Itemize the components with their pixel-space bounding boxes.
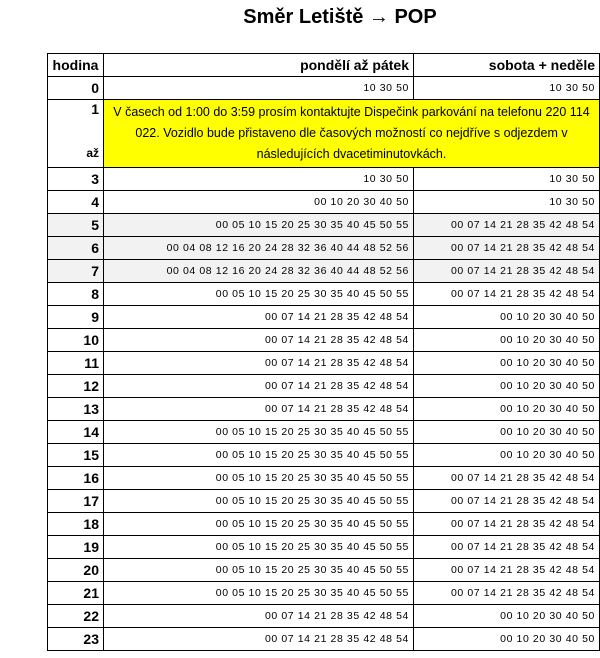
table-row xyxy=(48,329,600,352)
weekday-times: 00 07 14 21 28 35 42 48 54 xyxy=(104,375,414,398)
notice-row xyxy=(48,100,600,168)
table-row xyxy=(48,605,600,628)
table-row xyxy=(48,306,600,329)
table-row xyxy=(48,237,600,260)
notice-from-hour: 1 xyxy=(91,101,99,117)
table-row xyxy=(48,77,600,100)
weekend-times: 00 07 14 21 28 35 42 48 54 xyxy=(414,490,600,513)
table-row xyxy=(48,398,600,421)
table-row xyxy=(48,352,600,375)
hour-cell: 17 xyxy=(48,490,104,513)
weekend-times: 00 10 20 30 40 50 xyxy=(414,398,600,421)
table-row xyxy=(48,191,600,214)
weekend-times: 00 07 14 21 28 35 42 48 54 xyxy=(414,513,600,536)
weekday-times: 00 05 10 15 20 25 30 35 40 45 50 55 xyxy=(104,421,414,444)
notice-message: V časech od 1:00 do 3:59 prosím kontaktujte Dispečink parkování na telefonu 220 114 022. Vozidlo bude přistaveno dle časových možností co nejdříve s odjezdem v následujících dvacetiminutovkách. xyxy=(104,100,600,168)
weekend-times: 00 10 20 30 40 50 xyxy=(414,421,600,444)
weekday-times: 00 07 14 21 28 35 42 48 54 xyxy=(104,329,414,352)
weekend-times: 10 30 50 xyxy=(414,77,600,100)
header-weekend: sobota + neděle xyxy=(414,54,600,77)
weekend-times: 00 10 20 30 40 50 xyxy=(414,375,600,398)
weekend-times: 10 30 50 xyxy=(414,191,600,214)
table-row xyxy=(48,559,600,582)
header-hour: hodina xyxy=(48,54,104,77)
hour-cell: 19 xyxy=(48,536,104,559)
weekday-times: 00 05 10 15 20 25 30 35 40 45 50 55 xyxy=(104,536,414,559)
table-row xyxy=(48,168,600,191)
weekend-times: 00 07 14 21 28 35 42 48 54 xyxy=(414,536,600,559)
hour-cell: 13 xyxy=(48,398,104,421)
weekday-times: 00 05 10 15 20 25 30 35 40 45 50 55 xyxy=(104,214,414,237)
hour-cell: 12 xyxy=(48,375,104,398)
weekday-times: 00 04 08 12 16 20 24 28 32 36 40 44 48 52 56 xyxy=(104,237,414,260)
weekday-times: 00 04 08 12 16 20 24 28 32 36 40 44 48 52 56 xyxy=(104,260,414,283)
table-row xyxy=(48,260,600,283)
weekend-times: 10 30 50 xyxy=(414,168,600,191)
hour-cell: 7 xyxy=(48,260,104,283)
hour-cell: 16 xyxy=(48,467,104,490)
weekday-times: 00 07 14 21 28 35 42 48 54 xyxy=(104,605,414,628)
table-row xyxy=(48,214,600,237)
weekday-times: 00 07 14 21 28 35 42 48 54 xyxy=(104,306,414,329)
header-weekday: pondělí až pátek xyxy=(104,54,414,77)
table-row xyxy=(48,375,600,398)
hour-cell: 10 xyxy=(48,329,104,352)
weekday-times: 00 07 14 21 28 35 42 48 54 xyxy=(104,352,414,375)
page-title: Směr Letiště → POP xyxy=(243,6,437,28)
table-row xyxy=(48,628,600,651)
weekend-times: 00 07 14 21 28 35 42 48 54 xyxy=(414,260,600,283)
weekend-times: 00 07 14 21 28 35 42 48 54 xyxy=(414,467,600,490)
hour-cell: 15 xyxy=(48,444,104,467)
weekday-times: 00 05 10 15 20 25 30 35 40 45 50 55 xyxy=(104,467,414,490)
hour-cell: 18 xyxy=(48,513,104,536)
table-row xyxy=(48,490,600,513)
hour-cell: 11 xyxy=(48,352,104,375)
hour-cell: 20 xyxy=(48,559,104,582)
weekend-times: 00 07 14 21 28 35 42 48 54 xyxy=(414,214,600,237)
table-row xyxy=(48,421,600,444)
weekday-times: 10 30 50 xyxy=(104,168,414,191)
hour-cell: 8 xyxy=(48,283,104,306)
weekend-times: 00 10 20 30 40 50 xyxy=(414,444,600,467)
weekend-times: 00 07 14 21 28 35 42 48 54 xyxy=(414,237,600,260)
weekday-times: 00 05 10 15 20 25 30 35 40 45 50 55 xyxy=(104,283,414,306)
table-row xyxy=(48,582,600,605)
hour-cell: 9 xyxy=(48,306,104,329)
hour-cell: 22 xyxy=(48,605,104,628)
weekday-times: 00 07 14 21 28 35 42 48 54 xyxy=(104,628,414,651)
table-row xyxy=(48,467,600,490)
weekday-times: 00 05 10 15 20 25 30 35 40 45 50 55 xyxy=(104,444,414,467)
hour-cell: 21 xyxy=(48,582,104,605)
hour-cell: 14 xyxy=(48,421,104,444)
weekend-times: 00 10 20 30 40 50 xyxy=(414,352,600,375)
weekend-times: 00 10 20 30 40 50 xyxy=(414,306,600,329)
weekend-times: 00 10 20 30 40 50 xyxy=(414,605,600,628)
hour-cell: 4 xyxy=(48,191,104,214)
table-row xyxy=(48,536,600,559)
hour-cell: 23 xyxy=(48,628,104,651)
table-header-row xyxy=(48,54,600,77)
notice-to-label: až xyxy=(86,146,99,160)
weekend-times: 00 07 14 21 28 35 42 48 54 xyxy=(414,559,600,582)
table-row xyxy=(48,444,600,467)
weekday-times: 00 10 20 30 40 50 xyxy=(104,191,414,214)
weekday-times: 00 05 10 15 20 25 30 35 40 45 50 55 xyxy=(104,582,414,605)
table-row xyxy=(48,283,600,306)
hour-cell: 3 xyxy=(48,168,104,191)
weekday-times: 00 05 10 15 20 25 30 35 40 45 50 55 xyxy=(104,559,414,582)
table-row xyxy=(48,513,600,536)
weekend-times: 00 10 20 30 40 50 xyxy=(414,329,600,352)
hour-cell: 5 xyxy=(48,214,104,237)
weekday-times: 00 07 14 21 28 35 42 48 54 xyxy=(104,398,414,421)
hour-cell: 6 xyxy=(48,237,104,260)
notice-hour-range xyxy=(48,100,104,168)
weekday-times: 00 05 10 15 20 25 30 35 40 45 50 55 xyxy=(104,513,414,536)
hour-cell: 0 xyxy=(48,77,104,100)
weekday-times: 00 05 10 15 20 25 30 35 40 45 50 55 xyxy=(104,490,414,513)
weekend-times: 00 07 14 21 28 35 42 48 54 xyxy=(414,582,600,605)
timetable xyxy=(47,53,600,651)
weekday-times: 10 30 50 xyxy=(104,77,414,100)
weekend-times: 00 07 14 21 28 35 42 48 54 xyxy=(414,283,600,306)
weekend-times: 00 10 20 30 40 50 xyxy=(414,628,600,651)
